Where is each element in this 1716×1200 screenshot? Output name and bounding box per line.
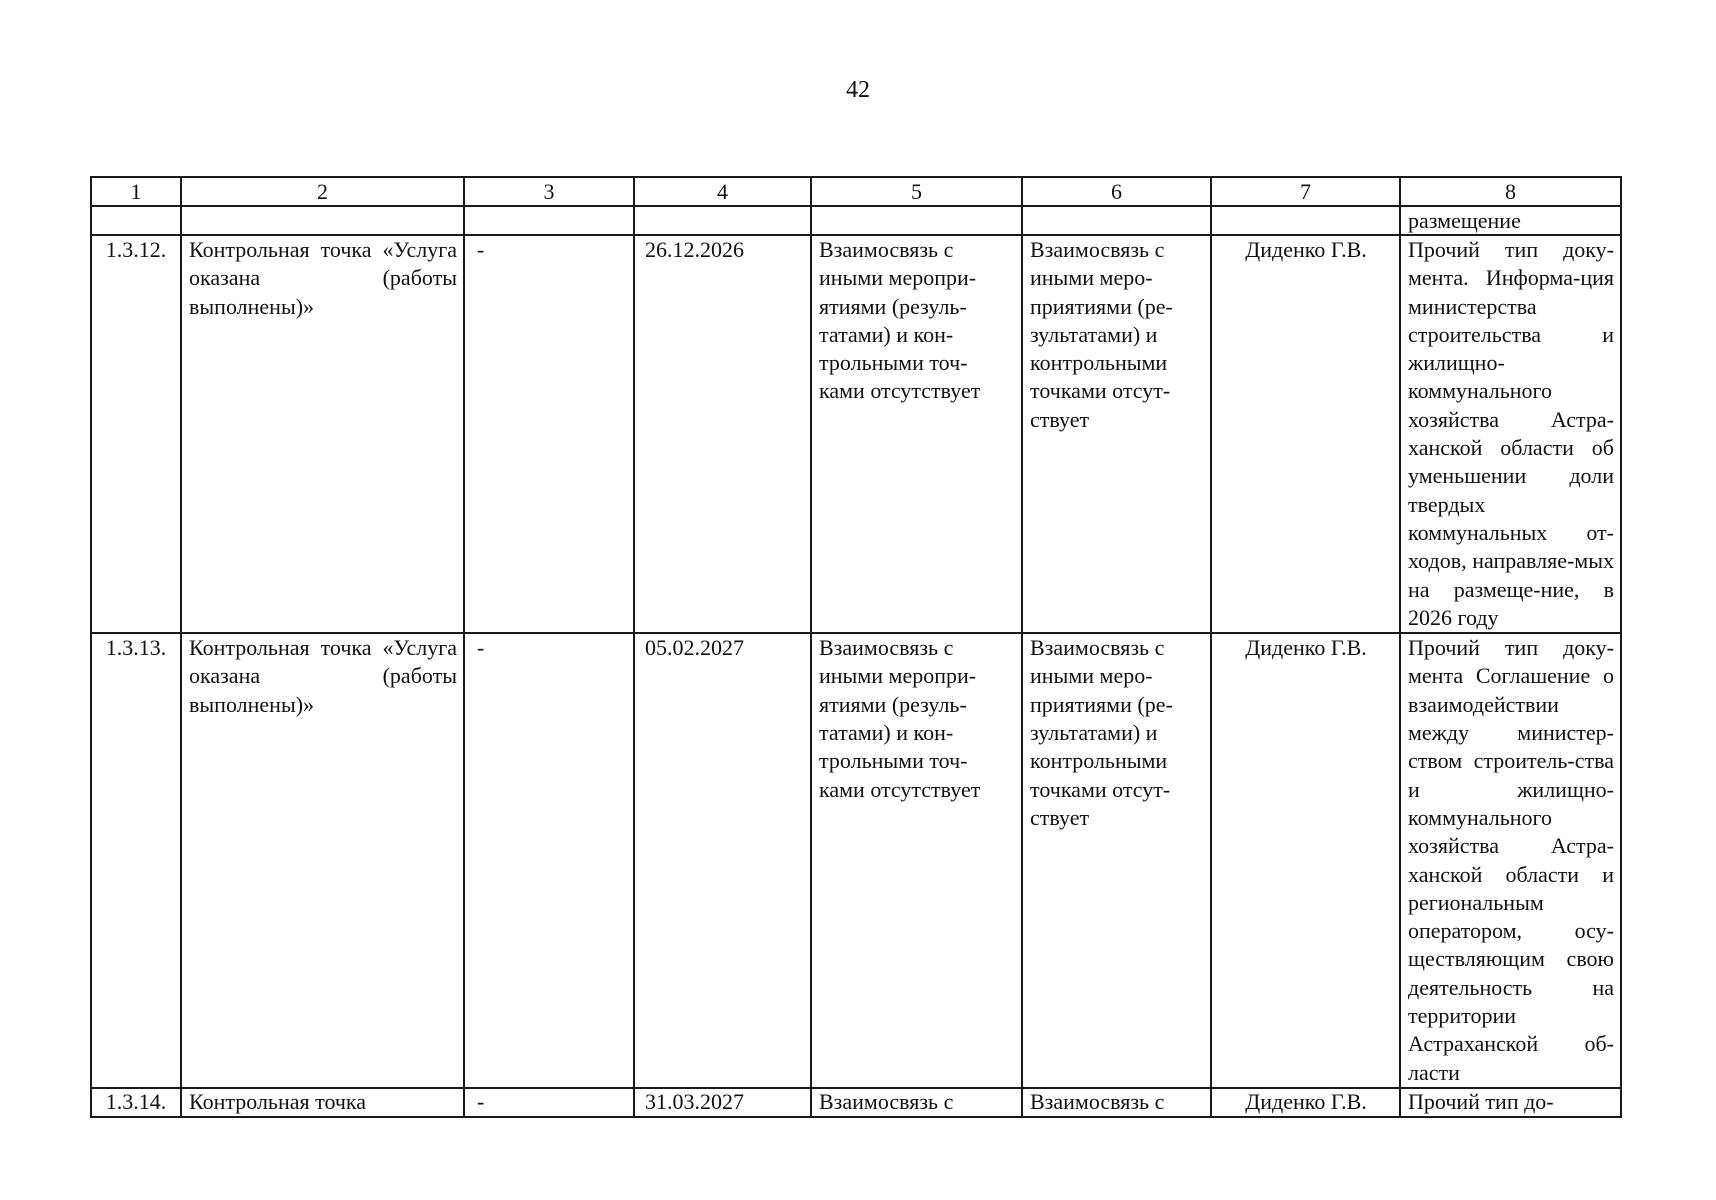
row-name: Контрольная точка — [181, 1088, 464, 1117]
row-col3: - — [464, 1088, 634, 1117]
table-row — [91, 235, 1621, 633]
continuation-cell-8: размещение — [1400, 206, 1621, 235]
header-cell-5: 5 — [811, 177, 1022, 206]
continuation-cell-7 — [1211, 206, 1400, 235]
row-responsible: Диденко Г.В. — [1211, 235, 1400, 633]
header-cell-1: 1 — [91, 177, 181, 206]
row-col8: Прочий тип доку-мента. Информа-ция министерства строительства и жилищно-коммунального хозяйства Астра-ханской области об уменьшении доли твердых коммунальных от-ходов, направляе-мых на размеще-ние, в 2026 году — [1400, 235, 1621, 633]
row-number: 1.3.14. — [91, 1088, 181, 1117]
table-row — [91, 633, 1621, 1088]
row-col6: Взаимосвязь с иными меро- приятиями (ре- зультатами) и контрольными точками отсут- ствует — [1022, 235, 1211, 633]
continuation-cell-1 — [91, 206, 181, 235]
header-cell-7: 7 — [1211, 177, 1400, 206]
continuation-row — [91, 206, 1621, 235]
row-col6: Взаимосвязь с иными меро- приятиями (ре- зультатами) и контрольными точками отсут- ствует — [1022, 633, 1211, 1088]
row-responsible: Диденко Г.В. — [1211, 633, 1400, 1088]
header-cell-8: 8 — [1400, 177, 1621, 206]
continuation-cell-4 — [634, 206, 811, 235]
header-cell-4: 4 — [634, 177, 811, 206]
row-col8: Прочий тип доку-мента Соглашение о взаимодействии между министер-ством строитель-ства и жилищно-коммунального хозяйства Астра-ханской области и региональным оператором, осу-ществляющим свою деятельность на территории Астраханской об-ласти — [1400, 633, 1621, 1088]
measures-table — [90, 176, 1622, 1118]
row-number: 1.3.13. — [91, 633, 181, 1088]
row-name: Контрольная точка «Услуга оказана (работы выполнены)» — [181, 235, 464, 633]
row-date: 26.12.2026 — [634, 235, 811, 633]
row-col8: Прочий тип до- — [1400, 1088, 1621, 1117]
row-col3: - — [464, 633, 634, 1088]
continuation-cell-3 — [464, 206, 634, 235]
row-responsible: Диденко Г.В. — [1211, 1088, 1400, 1117]
header-cell-6: 6 — [1022, 177, 1211, 206]
header-cell-3: 3 — [464, 177, 634, 206]
continuation-cell-5 — [811, 206, 1022, 235]
row-col3: - — [464, 235, 634, 633]
row-date: 05.02.2027 — [634, 633, 811, 1088]
row-col5: Взаимосвязь с иными меропри- ятиями (резуль- татами) и кон- трольными точ- ками отсутствует — [811, 235, 1022, 633]
table-row — [91, 1088, 1621, 1117]
row-name: Контрольная точка «Услуга оказана (работы выполнены)» — [181, 633, 464, 1088]
row-col5: Взаимосвязь с — [811, 1088, 1022, 1117]
row-col6: Взаимосвязь с — [1022, 1088, 1211, 1117]
header-cell-2: 2 — [181, 177, 464, 206]
table-header-row — [91, 177, 1621, 206]
continuation-cell-6 — [1022, 206, 1211, 235]
row-number: 1.3.12. — [91, 235, 181, 633]
page-number: 42 — [846, 77, 870, 103]
row-date: 31.03.2027 — [634, 1088, 811, 1117]
continuation-cell-2 — [181, 206, 464, 235]
row-col5: Взаимосвязь с иными меропри- ятиями (резуль- татами) и кон- трольными точ- ками отсутствует — [811, 633, 1022, 1088]
